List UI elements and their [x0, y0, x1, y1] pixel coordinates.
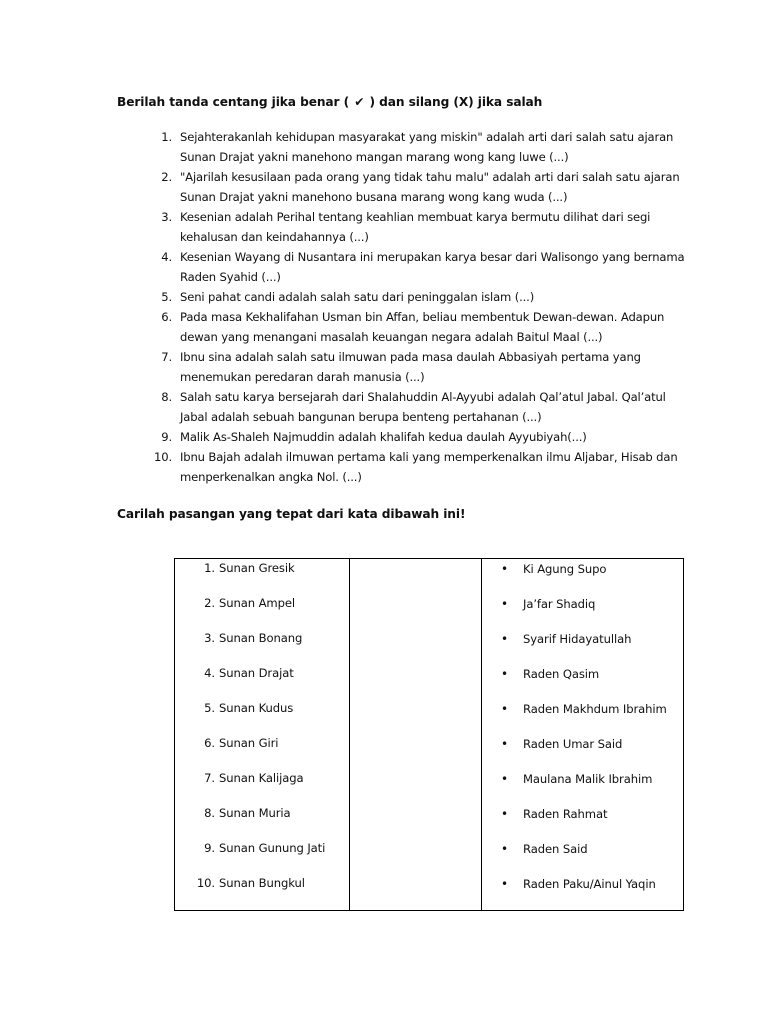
name-label: Ja’far Shadiq — [523, 597, 596, 611]
name-label: Ki Agung Supo — [523, 562, 607, 576]
matching-table — [174, 558, 684, 911]
sunan-number: 2. — [204, 596, 215, 610]
bullet-icon: • — [501, 737, 508, 751]
statement-number: 1. — [161, 130, 172, 144]
bullet-icon: • — [501, 667, 508, 681]
statement-text: dewan yang menangani masalah keuangan negara adalah Baitul Maal (...) — [180, 330, 603, 344]
bullet-icon: • — [501, 597, 508, 611]
bullet-icon: • — [501, 772, 508, 786]
statement-text: Sejahterakanlah kehidupan masyarakat yang miskin" adalah arti dari salah satu ajaran — [180, 130, 674, 144]
statement-text: menemukan peredaran darah manusia (...) — [180, 370, 425, 384]
sunan-label: Sunan Ampel — [219, 596, 296, 610]
name-label: Raden Makhdum Ibrahim — [523, 702, 667, 716]
statement-item — [150, 247, 690, 287]
sunan-number: 10. — [196, 876, 215, 890]
statement-item — [150, 387, 690, 427]
statement-text: Salah satu karya bersejarah dari Shalahuddin Al-Ayyubi adalah Qal’atul Jabal. Qal’atul — [180, 390, 666, 404]
sunan-label: Sunan Kudus — [219, 701, 294, 715]
statement-number: 5. — [161, 290, 172, 304]
sunan-item — [192, 805, 342, 840]
sunan-item — [192, 735, 342, 770]
sunan-label: Sunan Gresik — [219, 561, 295, 575]
sunan-label: Sunan Muria — [219, 806, 291, 820]
instruction-prefix: Berilah tanda centang jika benar ( — [117, 95, 350, 109]
statement-number: 8. — [161, 390, 172, 404]
sunan-label: Sunan Kalijaga — [219, 771, 304, 785]
statement-text: Pada masa Kekhalifahan Usman bin Affan, beliau membentuk Dewan-dewan. Adapun — [180, 310, 665, 324]
statement-text: Sunan Drajat yakni manehono mangan marang wong kang luwe (...) — [180, 150, 569, 164]
sunan-list — [192, 560, 342, 910]
sunan-label: Sunan Drajat — [219, 666, 294, 680]
statement-text: kehalusan dan keindahannya (...) — [180, 230, 369, 244]
name-item — [501, 596, 681, 631]
statement-text: menperkenalkan angka Nol. (...) — [180, 470, 362, 484]
statement-number: 7. — [161, 350, 172, 364]
sunan-label: Sunan Giri — [219, 736, 279, 750]
sunan-item — [192, 840, 342, 875]
statement-list — [150, 127, 690, 487]
name-label: Syarif Hidayatullah — [523, 632, 632, 646]
statement-item — [150, 307, 690, 347]
statement-number: 10. — [154, 450, 172, 464]
statement-item — [150, 207, 690, 247]
statement-text: Ibnu sina adalah salah satu ilmuwan pada masa daulah Abbasiyah pertama yang — [180, 350, 641, 364]
statement-item — [150, 347, 690, 387]
sunan-item — [192, 595, 342, 630]
name-list — [501, 561, 681, 911]
instruction-suffix: ) dan silang (X) jika salah — [369, 95, 543, 109]
sunan-number: 1. — [204, 561, 215, 575]
sunan-number: 4. — [204, 666, 215, 680]
sunan-label: Sunan Bungkul — [219, 876, 305, 890]
statement-item — [150, 127, 690, 167]
statement-text: Kesenian adalah Perihal tentang keahlian membuat karya bermutu dilihat dari segi — [180, 210, 651, 224]
bullet-icon: • — [501, 842, 508, 856]
statement-number: 2. — [161, 170, 172, 184]
statement-number: 4. — [161, 250, 172, 264]
sunan-number: 8. — [204, 806, 215, 820]
name-item — [501, 631, 681, 666]
sunan-number: 6. — [204, 736, 215, 750]
bullet-icon: • — [501, 702, 508, 716]
name-item — [501, 561, 681, 596]
statement-number: 3. — [161, 210, 172, 224]
sunan-item — [192, 630, 342, 665]
statement-number: 6. — [161, 310, 172, 324]
name-label: Maulana Malik Ibrahim — [523, 772, 653, 786]
name-label: Raden Umar Said — [523, 737, 623, 751]
sunan-item — [192, 665, 342, 700]
statement-text: Seni pahat candi adalah salah satu dari peninggalan islam (...) — [180, 290, 535, 304]
name-item — [501, 806, 681, 841]
statement-text: Malik As-Shaleh Najmuddin adalah khalifah kedua daulah Ayyubiyah(...) — [180, 430, 587, 444]
matching-instruction: Carilah pasangan yang tepat dari kata dibawah ini! — [117, 507, 466, 521]
bullet-icon: • — [501, 877, 508, 891]
statement-number: 9. — [161, 430, 172, 444]
sunan-item — [192, 560, 342, 595]
statement-text: "Ajarilah kesusilaan pada orang yang tidak tahu malu" adalah arti dari salah satu ajaran — [180, 170, 680, 184]
sunan-item — [192, 875, 342, 910]
statement-text: Sunan Drajat yakni manehono busana marang wong kang wuda (...) — [180, 190, 568, 204]
sunan-number: 3. — [204, 631, 215, 645]
statement-item — [150, 287, 690, 307]
name-item — [501, 736, 681, 771]
name-label: Raden Paku/Ainul Yaqin — [523, 877, 656, 891]
bullet-icon: • — [501, 807, 508, 821]
statement-text: Raden Syahid (...) — [180, 270, 281, 284]
name-item — [501, 666, 681, 701]
sunan-label: Sunan Gunung Jati — [219, 841, 326, 855]
table-divider-left — [349, 559, 350, 910]
sunan-number: 7. — [204, 771, 215, 785]
checkmark-icon: ✔ — [354, 95, 365, 109]
sunan-number: 9. — [204, 841, 215, 855]
sunan-number: 5. — [204, 701, 215, 715]
name-label: Raden Said — [523, 842, 588, 856]
name-item — [501, 876, 681, 911]
bullet-icon: • — [501, 632, 508, 646]
table-divider-right — [481, 559, 482, 910]
name-item — [501, 771, 681, 806]
name-item — [501, 701, 681, 736]
sunan-item — [192, 770, 342, 805]
statement-item — [150, 447, 690, 487]
sunan-item — [192, 700, 342, 735]
name-label: Raden Qasim — [523, 667, 600, 681]
name-item — [501, 841, 681, 876]
statement-text: Kesenian Wayang di Nusantara ini merupakan karya besar dari Walisongo yang bernama — [180, 250, 685, 264]
statement-item — [150, 167, 690, 207]
statement-text: Jabal adalah sebuah bangunan berupa benteng pertahanan (...) — [180, 410, 542, 424]
statement-text: Ibnu Bajah adalah ilmuwan pertama kali yang memperkenalkan ilmu Aljabar, Hisab dan — [180, 450, 678, 464]
sunan-label: Sunan Bonang — [219, 631, 303, 645]
true-false-instruction — [117, 95, 542, 109]
bullet-icon: • — [501, 562, 508, 576]
statement-item — [150, 427, 690, 447]
name-label: Raden Rahmat — [523, 807, 608, 821]
